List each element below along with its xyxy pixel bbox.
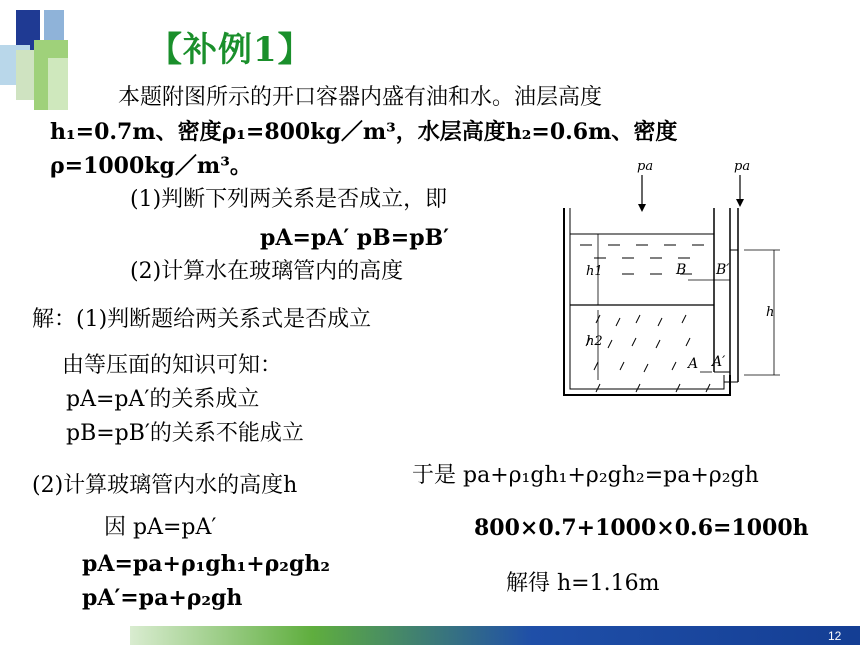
container-figure [540, 150, 790, 400]
relations: pA=pA′ pB=pB′ [260, 225, 449, 251]
pa-left-label: pa [637, 159, 654, 174]
problem-line-1: 本题附图所示的开口容器内盛有油和水。油层高度 [118, 85, 603, 110]
point-b-label: B [676, 262, 687, 278]
solution-line-5: (2)计算玻璃管内水的高度h [32, 473, 298, 498]
solution-line-7: pA=pa+ρ₁gh₁+ρ₂gh₂ [82, 551, 330, 577]
point-a-label: A [688, 356, 699, 372]
result-line-1: 于是 pa+ρ₁gh₁+ρ₂gh₂=pa+ρ₂gh [412, 463, 759, 488]
question-1: (1)判断下列两关系是否成立，即 [130, 187, 448, 212]
solution-line-6: 因 pA=pA′ [104, 515, 217, 540]
result-line-3: 解得 h=1.16m [506, 571, 660, 596]
page-number: 12 [828, 629, 842, 643]
point-b-prime-label: B′ [716, 262, 730, 278]
slide-title: 【补例1】 [148, 30, 313, 70]
solution-line-8: pA′=pa+ρ₂gh [82, 585, 243, 611]
footer-bar [130, 626, 860, 645]
pa-right-label: pa [734, 159, 751, 174]
solution-line-3: pA=pA′的关系成立 [66, 387, 260, 412]
problem-line-2: h₁=0.7m、密度ρ₁=800kg／m³，水层高度h₂=0.6m、密度 [50, 119, 678, 145]
question-2: (2)计算水在玻璃管内的高度 [130, 259, 404, 284]
problem-line-3: ρ=1000kg／m³。 [50, 153, 252, 179]
solution-line-1: 解：(1)判断题给两关系式是否成立 [32, 307, 372, 332]
point-a-prime-label: A′ [712, 354, 726, 370]
h-label: h [766, 305, 775, 320]
result-line-2: 800×0.7+1000×0.6=1000h [474, 515, 809, 541]
corner-decoration [0, 0, 110, 120]
solution-line-2: 由等压面的知识可知： [62, 353, 283, 378]
arrow-down-icon [736, 199, 744, 207]
arrow-down-icon [638, 204, 646, 212]
solution-line-4: pB=pB′的关系不能成立 [66, 421, 304, 446]
h1-label: h1 [586, 264, 603, 279]
h2-label: h2 [586, 334, 603, 349]
